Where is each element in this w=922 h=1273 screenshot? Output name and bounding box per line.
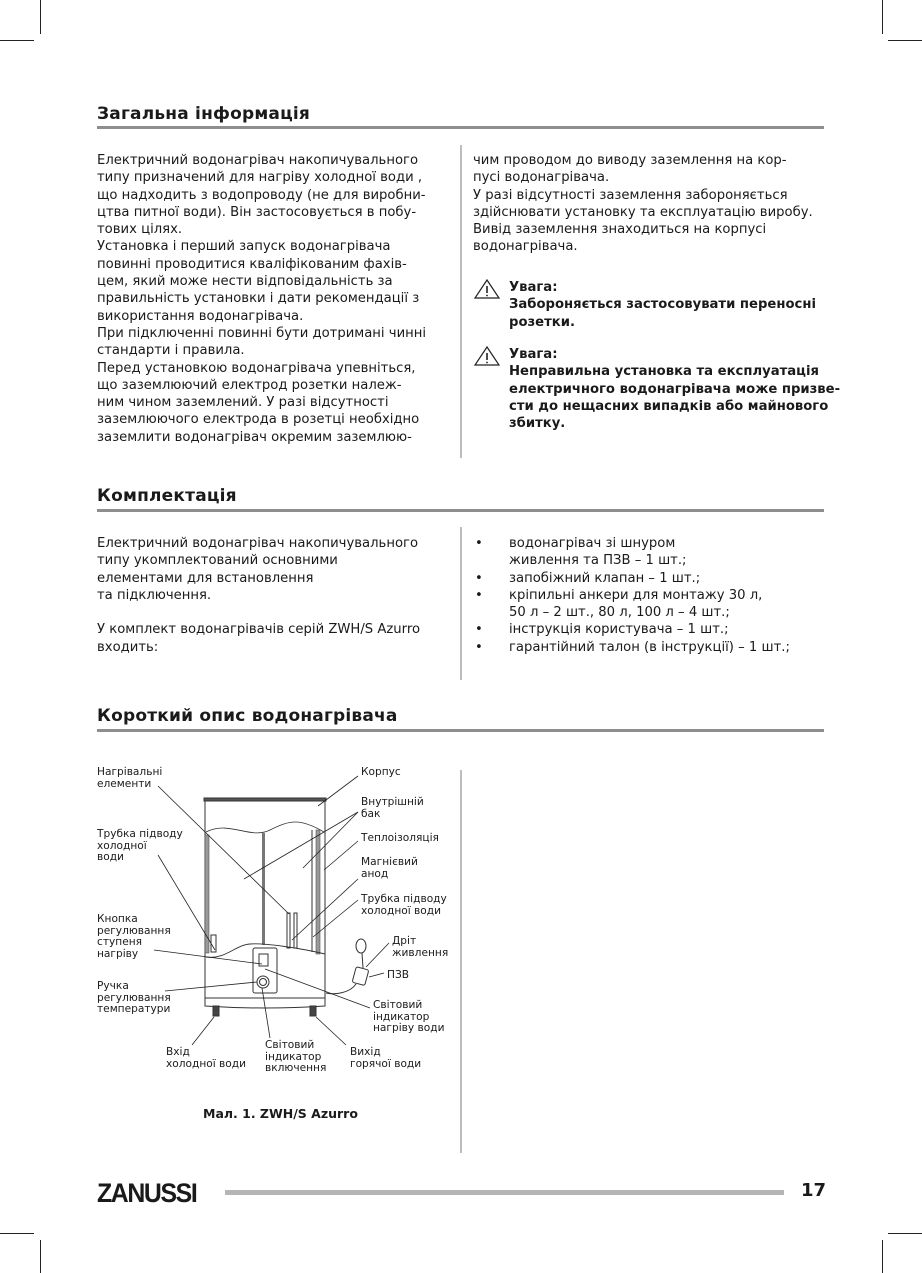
text-line: розетки. [509, 314, 575, 330]
text-line: температури [97, 1003, 171, 1015]
text-line: включення [265, 1062, 327, 1074]
label-cold-pipe-left [97, 829, 183, 864]
label-insulation [361, 833, 439, 845]
text-line: елементи [97, 777, 152, 790]
text-line: нагріву води [373, 1022, 445, 1034]
label-cold-pipe-right [361, 894, 447, 917]
text-line: типу призначений для нагріву холодної води , [97, 170, 423, 186]
text-line: ним чином заземлений. У разі відсутності [97, 395, 389, 411]
list-item: 50 л – 2 шт., 80 л, 100 л – 4 шт.; [509, 605, 730, 621]
text-line: Трубка підводу [361, 893, 447, 905]
text-line: Дріт [392, 935, 417, 947]
label-magnesium-anode [361, 857, 418, 880]
label-power-cord [392, 936, 448, 959]
text-line: стандарти і правила. [97, 343, 245, 359]
text-line: Електричний водонагрівач накопичувального [97, 536, 419, 551]
leader-lines [154, 776, 389, 1045]
label-rcd [387, 970, 409, 982]
text-line: Трубка підводу [97, 828, 183, 840]
text-line: що заземлюючий електрод розетки належ- [97, 377, 402, 393]
label-inner-tank [361, 797, 424, 820]
text-line: Вхід [166, 1046, 190, 1058]
text-line: що надходить з водопроводу (не для виробни- [97, 187, 426, 203]
section-title-general: Загальна інформація [97, 104, 311, 124]
text-line: Вивід заземлення знаходиться на корпусі [473, 222, 767, 238]
text-line: повинні проводитися кваліфікованим фахів- [97, 256, 407, 272]
text-line: Увага: [509, 280, 558, 295]
text-line: Забороняється застосовувати переносні [509, 297, 816, 313]
text-line: бак [361, 807, 381, 820]
text-line: анод [361, 867, 389, 880]
text-line: Магнієвий [361, 856, 418, 868]
label-cold-inlet [166, 1047, 246, 1070]
label-power-indicator [265, 1040, 326, 1075]
text-line: нагріву [97, 947, 139, 960]
section-title-kit: Комплектація [97, 486, 237, 506]
text-line: сти до нещасних випадків або майнового [509, 398, 829, 414]
list-item: • кріпильні анкери для монтажу 30 л, [473, 587, 790, 604]
text-line: Установка і перший запуск водонагрівача [97, 239, 391, 255]
text-line: збитку. [509, 416, 566, 432]
section-title-description: Короткий опис водонагрівача [97, 706, 398, 726]
text-line: входить: [97, 639, 159, 655]
text-line: та підключення. [97, 587, 212, 603]
text-line: використання водонагрівача. [97, 308, 304, 324]
label-hot-outlet [350, 1047, 421, 1070]
page-number: 17 [801, 1180, 827, 1201]
text-line: холодної води [166, 1057, 246, 1070]
text-line: Перед установкою водонагрівача упевніться, [97, 360, 416, 376]
label-power-button [97, 914, 171, 960]
text-line: Корпус [361, 766, 401, 778]
text-line: ПЗВ [387, 969, 410, 981]
text-line: елементами для встановлення [97, 570, 314, 586]
list-item: • водонагрівач зі шнуром [473, 535, 790, 552]
brand-logo: ZANUSSI [97, 1178, 197, 1208]
text-line: У разі відсутності заземлення забороняється [473, 187, 788, 203]
text-line: У комплект водонагрівачів серій ZWH/S Azurro [97, 622, 421, 638]
text-line: Світовий [265, 1039, 315, 1051]
label-heat-indicator [373, 1000, 444, 1035]
text-line: пусі водонагрівача. [473, 170, 610, 186]
text-line: живлення [392, 946, 449, 959]
text-line: індикатор [373, 1010, 430, 1023]
text-line: Світовий [373, 999, 423, 1011]
text-line: Вихід [350, 1046, 381, 1058]
text-line: холодної [97, 839, 147, 852]
text-line: Електричний водонагрівач накопичувального [97, 153, 419, 168]
list-item: живлення та ПЗВ – 1 шт.; [509, 553, 687, 569]
text-line: води [97, 851, 124, 863]
text-line: Увага: [509, 347, 558, 362]
figure-caption: Мал. 1. ZWH/S Azurro [203, 1106, 358, 1121]
text-line: ступеня [97, 936, 143, 948]
text-line: регулювання [97, 991, 171, 1004]
text-line: чим проводом до виводу заземлення на кор- [473, 153, 787, 168]
text-line: правильність установки і дати рекомендації з [97, 291, 420, 307]
text-line: Нагрівальні [97, 766, 163, 778]
text-line: Кнопка [97, 913, 138, 925]
text-line: водонагрівача. [473, 239, 578, 255]
list-item: • запобіжний клапан – 1 шт.; [473, 570, 790, 587]
text-line: електричного водонагрівача може призве- [509, 381, 841, 397]
text-line: горячої води [350, 1057, 422, 1070]
text-line: тових цілях. [97, 222, 183, 238]
text-line: здійснювати установку та експлуатацію виробу. [473, 204, 813, 220]
text-line: типу укомплектований основними [97, 553, 338, 569]
text-line: цтва питної води). Він застосовується в побу- [97, 204, 417, 220]
text-line: При підключенні повинні бути дотримані чинні [97, 325, 427, 341]
footer-rule [225, 1190, 784, 1195]
text-line: регулювання [97, 924, 171, 937]
text-line: цем, який може нести відповідальність за [97, 274, 393, 290]
text-line: індикатор [265, 1050, 322, 1063]
list-item: • гарантійний талон (в інструкції) – 1 шт.; [473, 639, 790, 656]
text-line: Внутрішній [361, 796, 424, 808]
text-line: Неправильна установка та експлуатація [509, 364, 819, 380]
label-heating-elements [97, 767, 162, 790]
label-housing [361, 767, 401, 779]
text-line: Ручка [97, 980, 129, 992]
list-item: • інструкція користувача – 1 шт.; [473, 621, 790, 638]
text-line: заземлити водонагрівач окремим заземлюю- [97, 429, 412, 445]
text-line: холодної води [361, 904, 441, 917]
text-line: Теплоізоляція [361, 832, 439, 844]
text-line: заземлюючого електрода в розетці необхідно [97, 412, 420, 428]
label-temp-knob [97, 981, 171, 1016]
